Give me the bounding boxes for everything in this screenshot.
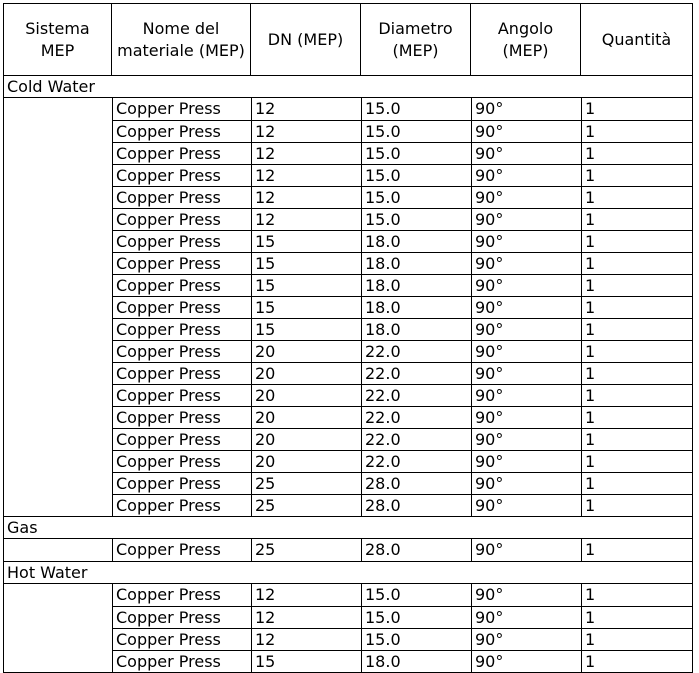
sistema-spacer-cell <box>4 164 112 186</box>
angolo-cell[interactable]: 90° <box>471 318 581 340</box>
table-row[interactable] <box>4 164 692 186</box>
angolo-cell[interactable]: 90° <box>471 362 581 384</box>
table-row[interactable] <box>4 650 692 672</box>
table-row[interactable] <box>4 230 692 252</box>
sistema-spacer-cell <box>4 186 112 208</box>
angolo-cell[interactable]: 90° <box>471 494 581 516</box>
sistema-spacer-cell <box>4 584 112 606</box>
group-title[interactable]: Cold Water <box>3 76 693 98</box>
table-row[interactable] <box>4 584 692 606</box>
diametro-cell[interactable]: 18.0 <box>361 274 471 296</box>
dn-cell[interactable]: 15 <box>251 296 361 318</box>
angolo-cell[interactable]: 90° <box>471 186 581 208</box>
material-cell[interactable]: Copper Press <box>112 252 251 274</box>
diametro-cell[interactable]: 15.0 <box>361 628 471 650</box>
table-row[interactable] <box>4 384 692 406</box>
material-cell[interactable]: Copper Press <box>112 428 251 450</box>
dn-cell[interactable]: 12 <box>251 120 361 142</box>
dn-cell[interactable]: 15 <box>251 252 361 274</box>
material-cell[interactable]: Copper Press <box>112 186 251 208</box>
material-cell[interactable]: Copper Press <box>112 406 251 428</box>
diametro-cell[interactable]: 18.0 <box>361 230 471 252</box>
table-row[interactable] <box>4 208 692 230</box>
quantita-cell[interactable]: 1 <box>581 98 692 120</box>
header-nome-materiale[interactable]: Nome del materiale (MEP) <box>112 4 251 75</box>
table-row[interactable] <box>4 450 692 472</box>
dn-cell[interactable]: 25 <box>251 539 361 561</box>
angolo-cell[interactable]: 90° <box>471 208 581 230</box>
material-cell[interactable]: Copper Press <box>112 584 251 606</box>
sistema-spacer-cell <box>4 340 112 362</box>
table-row[interactable] <box>4 296 692 318</box>
sistema-spacer-cell <box>4 472 112 494</box>
table-row[interactable] <box>4 340 692 362</box>
schedule-table <box>3 3 693 673</box>
dn-cell[interactable]: 15 <box>251 318 361 340</box>
angolo-cell[interactable]: 90° <box>471 450 581 472</box>
sistema-spacer-cell <box>4 230 112 252</box>
sistema-spacer-cell <box>4 606 112 628</box>
table-row[interactable] <box>4 252 692 274</box>
table-body <box>3 76 693 673</box>
dn-cell[interactable]: 12 <box>251 208 361 230</box>
table-header <box>3 3 693 76</box>
material-cell[interactable]: Copper Press <box>112 362 251 384</box>
group-title[interactable]: Gas <box>3 517 693 539</box>
quantita-cell[interactable]: 1 <box>581 208 692 230</box>
quantita-cell[interactable]: 1 <box>581 384 692 406</box>
quantita-cell[interactable]: 1 <box>581 296 692 318</box>
table-row[interactable] <box>4 494 692 516</box>
diametro-cell[interactable]: 28.0 <box>361 539 471 561</box>
table-row[interactable] <box>4 274 692 296</box>
diametro-cell[interactable]: 15.0 <box>361 120 471 142</box>
table-row[interactable] <box>4 539 692 561</box>
sistema-spacer-cell <box>4 274 112 296</box>
quantita-cell[interactable]: 1 <box>581 584 692 606</box>
table-row[interactable] <box>4 606 692 628</box>
material-cell[interactable]: Copper Press <box>112 539 251 561</box>
header-diametro[interactable]: Diametro (MEP) <box>361 4 471 75</box>
table-row[interactable] <box>4 142 692 164</box>
dn-cell[interactable]: 15 <box>251 650 361 672</box>
group-rows <box>3 98 693 517</box>
diametro-cell[interactable]: 22.0 <box>361 340 471 362</box>
dn-cell[interactable]: 25 <box>251 472 361 494</box>
sistema-spacer-cell <box>4 208 112 230</box>
sistema-spacer-cell <box>4 428 112 450</box>
quantita-cell[interactable]: 1 <box>581 120 692 142</box>
dn-cell[interactable]: 25 <box>251 494 361 516</box>
material-cell[interactable]: Copper Press <box>112 142 251 164</box>
dn-cell[interactable]: 12 <box>251 584 361 606</box>
material-cell[interactable]: Copper Press <box>112 164 251 186</box>
quantita-cell[interactable]: 1 <box>581 450 692 472</box>
dn-cell[interactable]: 20 <box>251 428 361 450</box>
group-title[interactable]: Hot Water <box>3 562 693 584</box>
header-angolo[interactable]: Angolo (MEP) <box>471 4 581 75</box>
angolo-cell[interactable]: 90° <box>471 650 581 672</box>
diametro-cell[interactable]: 18.0 <box>361 296 471 318</box>
diametro-cell[interactable]: 15.0 <box>361 186 471 208</box>
angolo-cell[interactable]: 90° <box>471 384 581 406</box>
quantita-cell[interactable]: 1 <box>581 406 692 428</box>
diametro-cell[interactable]: 18.0 <box>361 650 471 672</box>
material-cell[interactable]: Copper Press <box>112 650 251 672</box>
quantita-cell[interactable]: 1 <box>581 606 692 628</box>
material-cell[interactable]: Copper Press <box>112 318 251 340</box>
dn-cell[interactable]: 12 <box>251 142 361 164</box>
quantita-cell[interactable]: 1 <box>581 164 692 186</box>
angolo-cell[interactable]: 90° <box>471 296 581 318</box>
header-sistema-mep[interactable]: Sistema MEP <box>4 4 112 75</box>
material-cell[interactable]: Copper Press <box>112 494 251 516</box>
dn-cell[interactable]: 15 <box>251 230 361 252</box>
sistema-spacer-cell <box>4 120 112 142</box>
material-cell[interactable]: Copper Press <box>112 450 251 472</box>
material-cell[interactable]: Copper Press <box>112 230 251 252</box>
diametro-cell[interactable]: 22.0 <box>361 362 471 384</box>
table-row[interactable] <box>4 362 692 384</box>
quantita-cell[interactable]: 1 <box>581 362 692 384</box>
table-row[interactable] <box>4 120 692 142</box>
table-row[interactable] <box>4 472 692 494</box>
quantita-cell[interactable]: 1 <box>581 628 692 650</box>
dn-cell[interactable]: 12 <box>251 98 361 120</box>
material-cell[interactable]: Copper Press <box>112 606 251 628</box>
dn-cell[interactable]: 12 <box>251 628 361 650</box>
sistema-spacer-cell <box>4 384 112 406</box>
angolo-cell[interactable]: 90° <box>471 142 581 164</box>
material-cell[interactable]: Copper Press <box>112 208 251 230</box>
sistema-spacer-cell <box>4 252 112 274</box>
dn-cell[interactable]: 20 <box>251 362 361 384</box>
sistema-spacer-cell <box>4 142 112 164</box>
angolo-cell[interactable]: 90° <box>471 406 581 428</box>
header-quantita[interactable]: Quantità <box>601 29 672 49</box>
quantita-cell[interactable]: 1 <box>581 472 692 494</box>
diametro-cell[interactable]: 22.0 <box>361 450 471 472</box>
sistema-spacer-cell <box>4 494 112 516</box>
sistema-spacer-cell <box>4 539 112 561</box>
material-cell[interactable]: Copper Press <box>112 340 251 362</box>
quantita-cell[interactable]: 1 <box>581 186 692 208</box>
diametro-cell[interactable]: 18.0 <box>361 318 471 340</box>
group-rows <box>3 539 693 562</box>
dn-cell[interactable]: 20 <box>251 384 361 406</box>
angolo-cell[interactable]: 90° <box>471 230 581 252</box>
quantita-cell[interactable]: 1 <box>581 428 692 450</box>
material-cell[interactable]: Copper Press <box>112 98 251 120</box>
angolo-cell[interactable]: 90° <box>471 120 581 142</box>
sistema-spacer-cell <box>4 98 112 120</box>
sistema-spacer-cell <box>4 296 112 318</box>
quantita-cell[interactable]: 1 <box>581 252 692 274</box>
dn-cell[interactable]: 15 <box>251 274 361 296</box>
quantita-cell[interactable]: 1 <box>581 650 692 672</box>
angolo-cell[interactable]: 90° <box>471 539 581 561</box>
angolo-cell[interactable]: 90° <box>471 472 581 494</box>
sistema-spacer-cell <box>4 318 112 340</box>
diametro-cell[interactable]: 15.0 <box>361 584 471 606</box>
diametro-cell[interactable]: 18.0 <box>361 252 471 274</box>
diametro-cell[interactable]: 15.0 <box>361 208 471 230</box>
quantita-cell[interactable]: 1 <box>581 318 692 340</box>
diametro-cell[interactable]: 15.0 <box>361 164 471 186</box>
sistema-spacer-cell <box>4 650 112 672</box>
angolo-cell[interactable]: 90° <box>471 252 581 274</box>
angolo-cell[interactable]: 90° <box>471 628 581 650</box>
dn-cell[interactable]: 20 <box>251 406 361 428</box>
quantita-cell[interactable]: 1 <box>581 340 692 362</box>
dn-cell[interactable]: 12 <box>251 606 361 628</box>
dn-cell[interactable]: 12 <box>251 186 361 208</box>
angolo-cell[interactable]: 90° <box>471 584 581 606</box>
table-row[interactable] <box>4 628 692 650</box>
sistema-spacer-cell <box>4 362 112 384</box>
table-row[interactable] <box>4 406 692 428</box>
sistema-spacer-cell <box>4 450 112 472</box>
dn-cell[interactable]: 20 <box>251 450 361 472</box>
material-cell[interactable]: Copper Press <box>112 384 251 406</box>
sistema-spacer-cell <box>4 628 112 650</box>
diametro-cell[interactable]: 15.0 <box>361 142 471 164</box>
diametro-cell[interactable]: 15.0 <box>361 606 471 628</box>
quantita-cell[interactable]: 1 <box>581 274 692 296</box>
diametro-cell[interactable]: 22.0 <box>361 384 471 406</box>
group-rows <box>3 584 693 673</box>
diametro-cell[interactable]: 15.0 <box>361 98 471 120</box>
diametro-cell[interactable]: 28.0 <box>361 472 471 494</box>
angolo-cell[interactable]: 90° <box>471 164 581 186</box>
sistema-spacer-cell <box>4 406 112 428</box>
diametro-cell[interactable]: 22.0 <box>361 428 471 450</box>
material-cell[interactable]: Copper Press <box>112 472 251 494</box>
table-row[interactable] <box>4 318 692 340</box>
diametro-cell[interactable]: 28.0 <box>361 494 471 516</box>
table-row[interactable] <box>4 186 692 208</box>
quantita-cell[interactable]: 1 <box>581 494 692 516</box>
diametro-cell[interactable]: 22.0 <box>361 406 471 428</box>
table-row[interactable] <box>4 98 692 120</box>
angolo-cell[interactable]: 90° <box>471 98 581 120</box>
quantita-cell[interactable]: 1 <box>581 230 692 252</box>
material-cell[interactable]: Copper Press <box>112 296 251 318</box>
angolo-cell[interactable]: 90° <box>471 274 581 296</box>
angolo-cell[interactable]: 90° <box>471 606 581 628</box>
material-cell[interactable]: Copper Press <box>112 274 251 296</box>
dn-cell[interactable]: 12 <box>251 164 361 186</box>
header-dn[interactable]: DN (MEP) <box>251 4 361 75</box>
angolo-cell[interactable]: 90° <box>471 340 581 362</box>
dn-cell[interactable]: 20 <box>251 340 361 362</box>
material-cell[interactable]: Copper Press <box>112 628 251 650</box>
table-row[interactable] <box>4 428 692 450</box>
quantita-cell[interactable]: 1 <box>581 539 692 561</box>
angolo-cell[interactable]: 90° <box>471 428 581 450</box>
quantita-cell[interactable]: 1 <box>581 142 692 164</box>
material-cell[interactable]: Copper Press <box>112 120 251 142</box>
